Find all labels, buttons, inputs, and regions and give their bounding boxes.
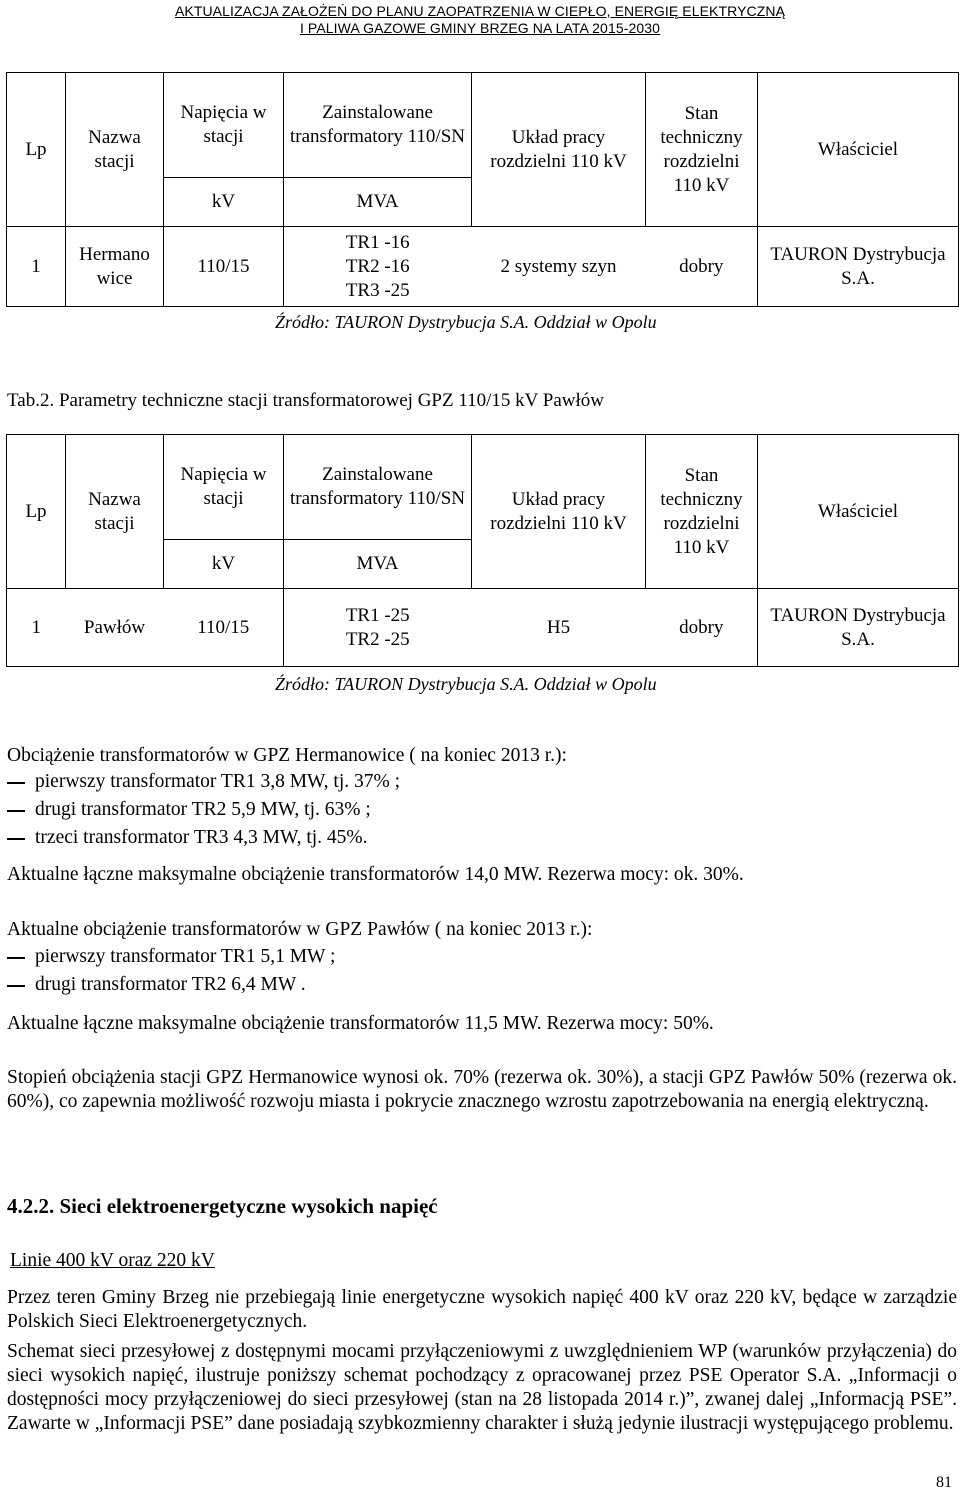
- col-napiecia: Napięcia w stacji: [164, 73, 284, 178]
- cell-uklad: 2 systemy szyn: [472, 227, 646, 307]
- subheading: Linie 400 kV oraz 220 kV: [10, 1250, 215, 1271]
- header-line-1: AKTUALIZACJA ZAŁOŻEŃ DO PLANU ZAOPATRZENIA W CIEPŁO, ENERGIĘ ELEKTRYCZNĄ: [174, 3, 786, 19]
- col-nazwa: Nazwa stacji: [66, 73, 164, 227]
- list-item-text: pierwszy transformator TR1 5,1 MW ;: [35, 946, 336, 967]
- col-stan: Stan techniczny rozdzielni 110 kV: [646, 73, 758, 227]
- list-item: [7, 826, 368, 850]
- list-item-text: trzeci transformator TR3 4,3 MW, tj. 45%.: [35, 827, 368, 848]
- list-item-text: drugi transformator TR2 5,9 MW, tj. 63% ;: [35, 799, 371, 820]
- cell-lp: 1: [7, 589, 66, 667]
- dash-bullet: [7, 810, 25, 812]
- col-lp: Lp: [7, 73, 66, 227]
- list-item: [7, 973, 306, 997]
- cell-napiecie: 110/15: [164, 589, 284, 667]
- col-wlasciciel: Właściciel: [758, 73, 959, 227]
- cell-wlasciciel: TAURON Dystrybucja S.A.: [758, 589, 959, 667]
- col-zainstalowane: Zainstalowane transformatory 110/SN: [284, 435, 472, 540]
- table1-source: Źródło: TAURON Dystrybucja S.A. Oddział w Opolu: [275, 312, 657, 332]
- table2-caption: Tab.2. Parametry techniczne stacji transformatorowej GPZ 110/15 kV Pawłów: [7, 390, 605, 411]
- section1-title: Obciążenie transformatorów w GPZ Hermanowice ( na koniec 2013 r.):: [7, 745, 567, 766]
- table2-source: Źródło: TAURON Dystrybucja S.A. Oddział w Opolu: [275, 674, 657, 694]
- page-number: 81: [936, 1474, 952, 1491]
- tr-value: TR2 -16: [345, 255, 410, 277]
- col-uklad: Układ pracy rozdzielni 110 kV: [472, 73, 646, 227]
- page-header: [0, 3, 960, 37]
- list-item: [7, 945, 335, 969]
- cell-nazwa: Hermano wice: [66, 227, 164, 307]
- tr-value: TR2 -25: [345, 628, 410, 650]
- dash-bullet: [7, 985, 25, 987]
- section1-summary: Aktualne łączne maksymalne obciążenie transformatorów 14,0 MW. Rezerwa mocy: ok. 30%.: [7, 864, 744, 885]
- unit-mva: MVA: [284, 178, 472, 227]
- tr-value: TR1 -25: [345, 604, 410, 626]
- table-hermanowice: [6, 72, 959, 307]
- cell-nazwa: Pawłów: [66, 589, 164, 667]
- col-uklad: Układ pracy rozdzielni 110 kV: [472, 435, 646, 589]
- dash-bullet: [7, 838, 25, 840]
- cell-stan: dobry: [646, 227, 758, 307]
- dash-bullet: [7, 957, 25, 959]
- list-item-text: drugi transformator TR2 6,4 MW .: [35, 974, 306, 995]
- table-pawlow: [6, 434, 959, 667]
- table-row: [7, 589, 959, 667]
- unit-mva: MVA: [284, 540, 472, 589]
- lines-paragraph: Przez teren Gminy Brzeg nie przebiegają linie energetyczne wysokich napięć 400 kV oraz 220 kV, będące w zarządzie Polskich Sieci Elektroenergetycznych.: [7, 1287, 957, 1332]
- list-item: [7, 798, 371, 822]
- load-paragraph: Stopień obciążenia stacji GPZ Hermanowice wynosi ok. 70% (rezerwa ok. 30%), a stacji GPZ Pawłów 50% (rezerwa ok. 60%), co zapewnia możliwość rozwoju miasta i pokrycie znacznego wzrostu zapotrzebowania na energią elektryczną.: [7, 1067, 957, 1112]
- tr-value: TR1 -16: [345, 231, 410, 253]
- cell-stan: dobry: [646, 589, 758, 667]
- col-zainstalowane: Zainstalowane transformatory 110/SN: [284, 73, 472, 178]
- list-item-text: pierwszy transformator TR1 3,8 MW, tj. 37% ;: [35, 771, 401, 792]
- list-item: [7, 770, 400, 794]
- cell-transformatory: [284, 227, 472, 307]
- section-heading: 4.2.2. Sieci elektroenergetyczne wysokich napięć: [7, 1194, 438, 1218]
- col-wlasciciel: Właściciel: [758, 435, 959, 589]
- col-nazwa: Nazwa stacji: [66, 435, 164, 589]
- cell-uklad: H5: [472, 589, 646, 667]
- cell-transformatory: [284, 589, 472, 667]
- tr-value: TR3 -25: [345, 279, 410, 301]
- section2-summary: Aktualne łączne maksymalne obciążenie transformatorów 11,5 MW. Rezerwa mocy: 50%.: [7, 1013, 714, 1034]
- header-line-2: I PALIWA GAZOWE GMINY BRZEG NA LATA 2015-2030: [299, 20, 661, 36]
- col-napiecia: Napięcia w stacji: [164, 435, 284, 540]
- table-row: [7, 227, 959, 307]
- col-lp: Lp: [7, 435, 66, 589]
- cell-napiecie: 110/15: [164, 227, 284, 307]
- dash-bullet: [7, 782, 25, 784]
- cell-wlasciciel: TAURON Dystrybucja S.A.: [758, 227, 959, 307]
- section2-title: Aktualne obciążenie transformatorów w GPZ Pawłów ( na koniec 2013 r.):: [7, 919, 593, 940]
- schema-paragraph: Schemat sieci przesyłowej z dostępnymi mocami przyłączeniowymi z uwzględnieniem WP (warunków przyłączenia) do sieci wysokich napięć, ilustruje poniższy schemat pochodzący z opracowanej przez PSE Operator S.A. „Informacji o dostępności mocy przyłączeniowej do sieci przesyłowej (stan na 28 listopada 2014 r.)”, zwanej dalej „Informacją PSE”. Zawarte w „Informacji PSE” dane posiadają szybkozmienny charakter i służą jedynie ilustracji występującego problemu.: [7, 1341, 957, 1434]
- unit-kv: kV: [164, 540, 284, 589]
- col-stan: Stan techniczny rozdzielni 110 kV: [646, 435, 758, 589]
- cell-lp: 1: [7, 227, 66, 307]
- unit-kv: kV: [164, 178, 284, 227]
